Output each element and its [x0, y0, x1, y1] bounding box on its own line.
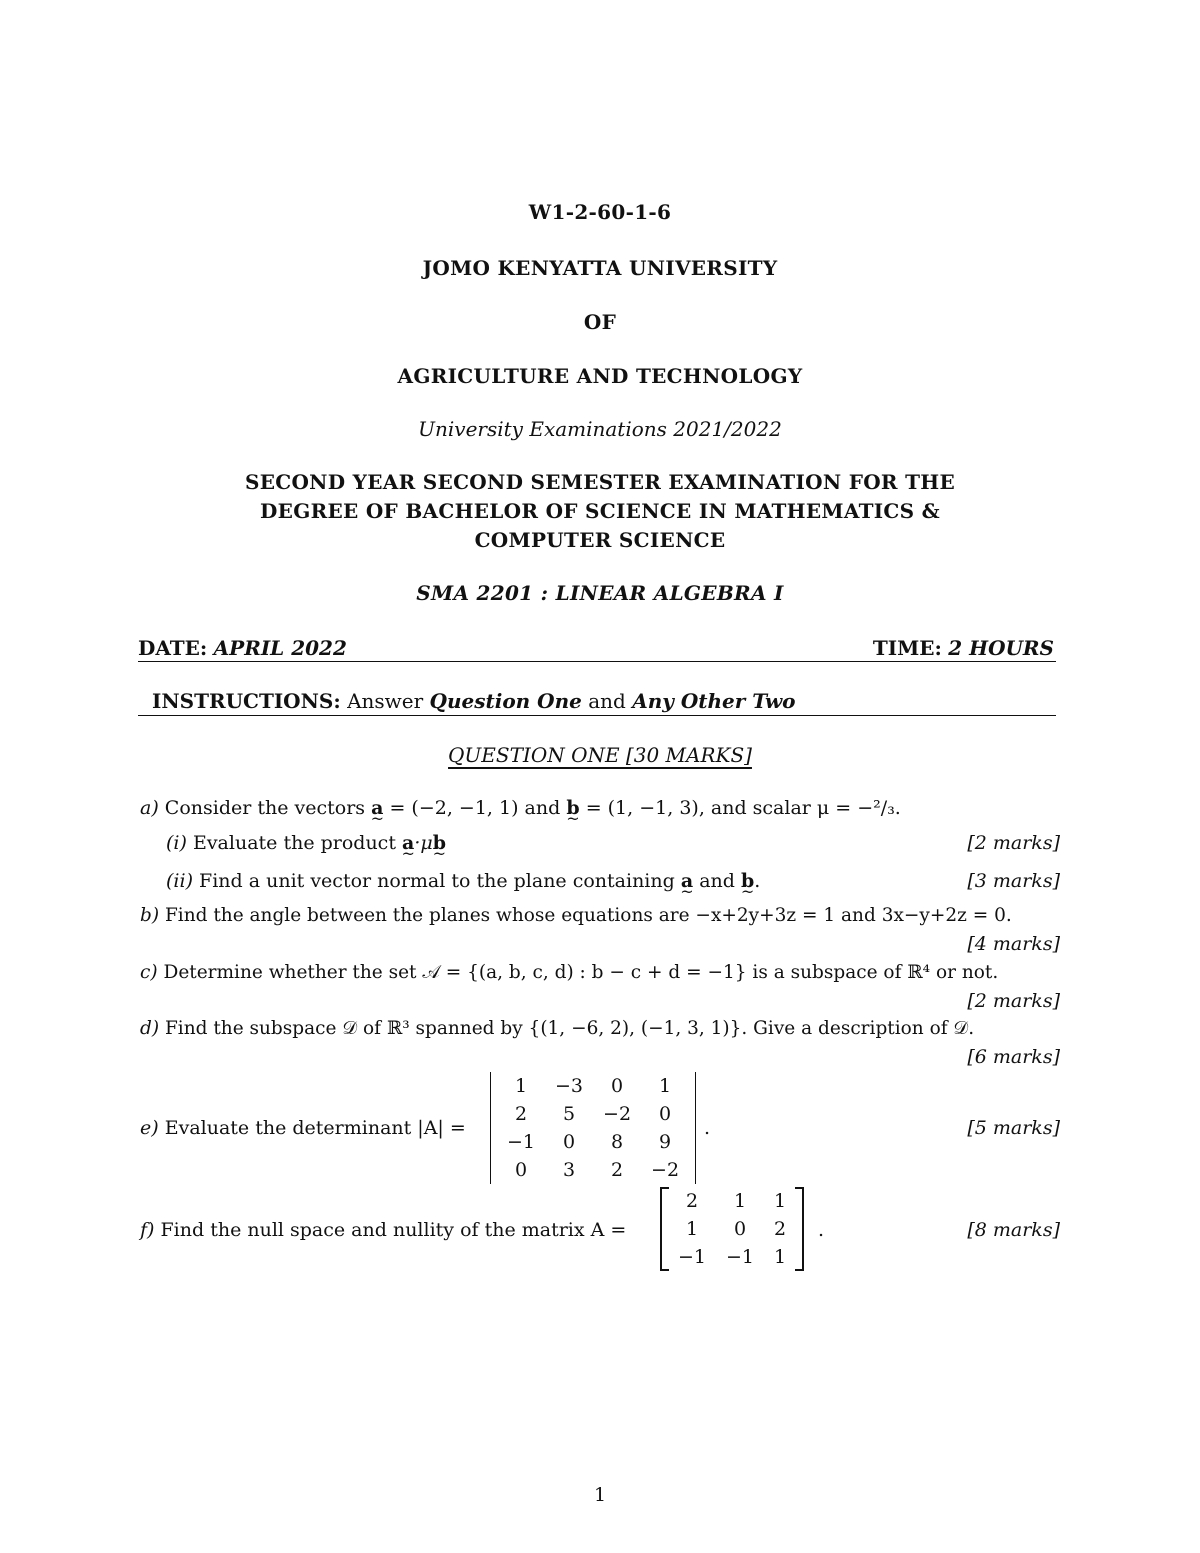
instructions-em1: Question One — [429, 689, 582, 713]
e-matrix-cell: 8 — [610, 1131, 624, 1153]
date-label: DATE: — [138, 636, 208, 660]
f-matrix-row — [668, 1243, 796, 1271]
question-f — [140, 1219, 626, 1241]
exam-title-line2: DEGREE OF BACHELOR OF SCIENCE IN MATHEMATICS & — [260, 499, 940, 523]
question-c — [140, 962, 998, 983]
question-e-marks: [5 marks] — [967, 1117, 1060, 1139]
e-matrix-row — [497, 1156, 689, 1184]
e-matrix-cell: 1 — [659, 1075, 672, 1097]
e-matrix-cell: −3 — [555, 1075, 584, 1097]
f-matrix-cell: 0 — [733, 1218, 747, 1240]
vector-a: a ~ — [371, 797, 383, 819]
f-matrix-cell: 1 — [733, 1190, 747, 1212]
document-code: W1-2-60-1-6 — [528, 200, 672, 224]
e-matrix-cell: 3 — [562, 1159, 576, 1181]
e-matrix-cell: 0 — [514, 1159, 528, 1181]
question-b — [140, 905, 1012, 926]
vector-b: b ~ — [566, 797, 579, 819]
f-matrix-cell: −1 — [726, 1246, 755, 1268]
question-a-text: Consider the vectors — [164, 797, 366, 819]
university-name-line2: OF — [583, 310, 617, 334]
instructions-em2: Any Other Two — [632, 689, 796, 713]
question-a-ii-and: and — [699, 870, 735, 892]
f-matrix-cell: 1 — [685, 1218, 699, 1240]
determinant-matrix — [490, 1072, 696, 1184]
determinant-table — [497, 1072, 689, 1184]
exam-session: University Examinations 2021/2022 — [418, 417, 782, 441]
instructions-text1: Answer — [347, 689, 424, 713]
question-f-label: f) — [140, 1219, 155, 1241]
e-matrix-row — [497, 1100, 689, 1128]
question-a-i-text: Evaluate the product — [192, 832, 396, 854]
question-a-ii-text: Find a unit vector normal to the plane containing — [199, 870, 675, 892]
vector-b-value: = (1, −1, 3), and scalar μ = −²/₃. — [585, 797, 901, 819]
vector-a-value: = (−2, −1, 1) and — [389, 797, 561, 819]
plane-vector-b: b ~ — [741, 870, 754, 892]
question-c-label: c) — [140, 962, 158, 983]
question-a-i-marks: [2 marks] — [967, 832, 1060, 854]
e-matrix-cell: 1 — [514, 1075, 528, 1097]
course-title: SMA 2201 : LINEAR ALGEBRA I — [416, 581, 784, 605]
exam-title-line3: COMPUTER SCIENCE — [474, 528, 726, 552]
page-number: 1 — [593, 1484, 607, 1506]
instructions-text2: and — [588, 689, 626, 713]
question-f-marks: [8 marks] — [967, 1219, 1060, 1241]
null-space-table — [668, 1187, 796, 1271]
question-d-marks: [6 marks] — [967, 1046, 1060, 1068]
product-operator: ·μ — [414, 832, 433, 854]
question-e — [140, 1117, 466, 1139]
question-a — [140, 797, 901, 819]
section-title: QUESTION ONE [30 MARKS] — [448, 743, 752, 767]
plane-vector-a: a ~ — [681, 870, 693, 892]
exam-date — [138, 636, 347, 660]
e-matrix-cell: −2 — [603, 1103, 632, 1125]
question-b-text: Find the angle between the planes whose equations are −x+2y+3z = 1 and 3x−y+2z = 0. — [164, 905, 1012, 926]
question-a-i — [166, 832, 446, 854]
question-b-label: b) — [140, 905, 160, 926]
f-matrix-cell: 1 — [774, 1190, 787, 1212]
question-f-period: . — [818, 1219, 825, 1241]
question-a-ii-marks: [3 marks] — [967, 870, 1060, 892]
e-matrix-cell: 2 — [610, 1159, 624, 1181]
question-d-text: Find the subspace 𝒟 of ℝ³ spanned by {(1, −6, 2), (−1, 3, 1)}. Give a description of 𝒟. — [164, 1018, 975, 1039]
question-a-ii-period: . — [754, 870, 761, 892]
e-matrix-cell: 2 — [514, 1103, 528, 1125]
question-b-marks: [4 marks] — [967, 933, 1060, 955]
e-matrix-cell: 0 — [610, 1075, 624, 1097]
e-matrix-row — [497, 1072, 689, 1100]
time-label: TIME: — [872, 636, 942, 660]
question-a-ii-label: (ii) — [166, 870, 193, 892]
e-matrix-cell: 9 — [659, 1131, 672, 1153]
question-c-marks: [2 marks] — [967, 990, 1060, 1012]
f-matrix-cell: 2 — [685, 1190, 699, 1212]
e-matrix-cell: 5 — [562, 1103, 576, 1125]
time-value: 2 HOURS — [948, 636, 1054, 660]
e-matrix-cell: 0 — [562, 1131, 576, 1153]
question-f-text: Find the null space and nullity of the matrix A = — [160, 1219, 627, 1241]
f-matrix-cell: 1 — [774, 1246, 787, 1268]
date-divider — [138, 661, 1056, 662]
university-name-line1: JOMO KENYATTA UNIVERSITY — [422, 256, 778, 280]
section-title-wrap — [0, 743, 1200, 767]
university-name-line3: AGRICULTURE AND TECHNOLOGY — [397, 364, 803, 388]
exam-title-line1: SECOND YEAR SECOND SEMESTER EXAMINATION FOR THE — [244, 470, 956, 494]
f-matrix-row — [668, 1215, 796, 1243]
f-matrix-cell: 2 — [774, 1218, 787, 1240]
null-space-matrix — [660, 1187, 804, 1271]
date-value: APRIL 2022 — [213, 636, 347, 660]
e-matrix-cell: 0 — [659, 1103, 672, 1125]
question-d — [140, 1018, 974, 1039]
question-e-period: . — [704, 1117, 711, 1139]
question-a-label: a) — [140, 797, 159, 819]
e-matrix-cell: −1 — [507, 1131, 536, 1153]
instructions — [152, 689, 796, 713]
product-vector-b: b ~ — [433, 832, 446, 854]
e-matrix-cell: −2 — [651, 1159, 680, 1181]
question-d-label: d) — [140, 1018, 160, 1039]
f-matrix-row — [668, 1187, 796, 1215]
e-matrix-row — [497, 1128, 689, 1156]
instructions-divider — [138, 715, 1056, 716]
product-vector-a: a ~ — [402, 832, 414, 854]
exam-time — [873, 636, 1054, 660]
question-e-label: e) — [140, 1117, 159, 1139]
question-a-ii — [166, 870, 760, 892]
question-a-i-label: (i) — [166, 832, 187, 854]
instructions-label: INSTRUCTIONS: — [152, 689, 341, 713]
question-c-text: Determine whether the set 𝒜 = {(a, b, c, d) : b − c + d = −1} is a subspace of ℝ⁴ or not. — [163, 962, 999, 983]
question-e-text: Evaluate the determinant |A| = — [164, 1117, 466, 1139]
f-matrix-cell: −1 — [678, 1246, 707, 1268]
